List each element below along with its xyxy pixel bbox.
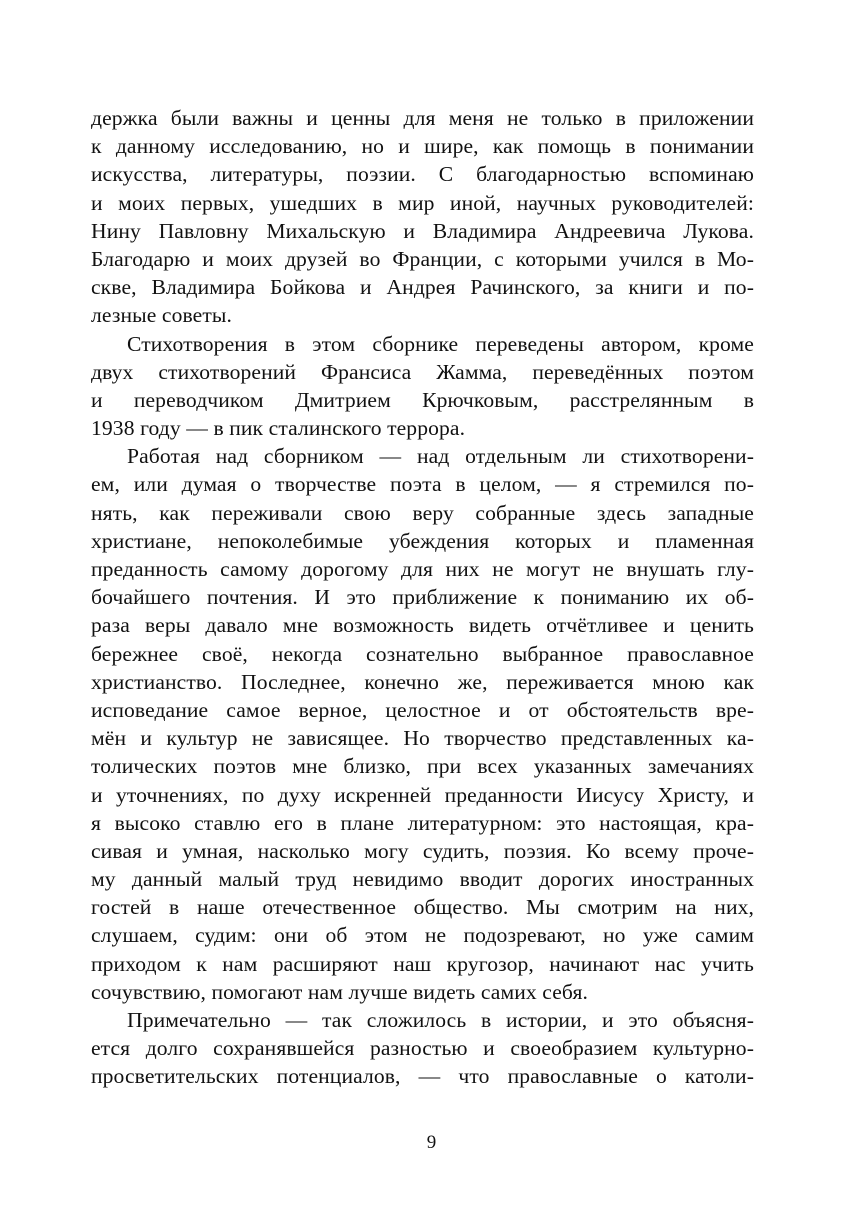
paragraph: [91, 442, 754, 1006]
text-line: ем, или думая о творчестве поэта в целом, — я стремился по-: [91, 472, 754, 497]
paragraph: [91, 330, 754, 443]
text-line: и уточнениях, по духу искренней преданности Иисусу Христу, и: [91, 782, 754, 807]
text-line: мён и культур не зависящее. Но творчество представленных ка-: [91, 726, 754, 751]
text-line: бережнее своё, некогда сознательно выбранное православное: [91, 641, 754, 666]
text-line: христианство. Последнее, конечно же, переживается мною как: [91, 669, 754, 694]
text-line: Благодарю и моих друзей во Франции, с которыми учился в Мо-: [91, 246, 754, 271]
text-line: христиане, непоколебимые убеждения которых и пламенная: [91, 528, 754, 553]
text-line: преданность самому дорогому для них не могут не внушать глу-: [91, 557, 754, 581]
text-line: 1938 году — в пик сталинского террора.: [91, 416, 466, 441]
text-line: к данному исследованию, но и шире, как помощь в понимании: [91, 134, 754, 159]
text-line: лезные советы.: [91, 303, 232, 328]
text-line: Стихотворения в этом сборнике переведены автором, кроме: [127, 331, 754, 356]
text-line: нять, как переживали свою веру собранные здесь западные: [91, 500, 754, 525]
text-line: толических поэтов мне близко, при всех указанных замечаниях: [91, 754, 754, 779]
text-line: Примечательно — так сложилось в истории, и это объясня-: [127, 1008, 754, 1032]
text-line: двух стихотворений Франсиса Жамма, переведённых поэтом: [91, 359, 754, 384]
text-line: скве, Владимира Бойкова и Андрея Рачинского, за книги и по-: [91, 275, 754, 300]
text-line: и моих первых, ушедших в мир иной, научных руководителей:: [91, 190, 754, 215]
text-line: и переводчиком Дмитрием Крючковым, расстрелянным в: [91, 387, 754, 412]
text-line: держка были важны и ценны для меня не только в приложении: [91, 106, 754, 130]
text-line: слушаем, судим: они об этом не подозревают, но уже самим: [91, 923, 754, 948]
text-line: гостей в наше отечественное общество. Мы смотрим на них,: [91, 895, 754, 920]
text-line: приходом к нам расширяют наш кругозор, начинают нас учить: [91, 951, 754, 976]
text-line: я высоко ставлю его в плане литературном: это настоящая, кра-: [91, 810, 754, 835]
text-line: искусства, литературы, поэзии. С благодарностью вспоминаю: [91, 162, 754, 187]
text-line: Работая над сборником — над отдельным ли стихотворени-: [127, 444, 754, 469]
text-line: му данный малый труд невидимо вводит дорогих иностранных: [91, 867, 754, 892]
text-line: сочувствию, помогают нам лучше видеть самих себя.: [91, 979, 588, 1004]
paragraph: [91, 104, 754, 330]
text-line: просветительских потенциалов, — что православные о католи-: [91, 1064, 754, 1089]
text-line: исповедание самое верное, целостное и от обстоятельств вре-: [91, 697, 754, 722]
text-line: бочайшего почтения. И это приближение к пониманию их об-: [91, 585, 754, 610]
text-line: сивая и умная, насколько могу судить, поэзия. Ко всему проче-: [91, 838, 754, 863]
text-line: ется долго сохранявшейся разностью и своеобразием культурно-: [91, 1036, 754, 1061]
paragraph: [91, 1006, 754, 1091]
page-body: [91, 104, 754, 1091]
text-line: раза веры давало мне возможность видеть отчётливее и ценить: [91, 613, 754, 638]
text-line: Нину Павловну Михальскую и Владимира Андреевича Лукова.: [91, 218, 754, 243]
page-number: 9: [426, 1132, 437, 1153]
